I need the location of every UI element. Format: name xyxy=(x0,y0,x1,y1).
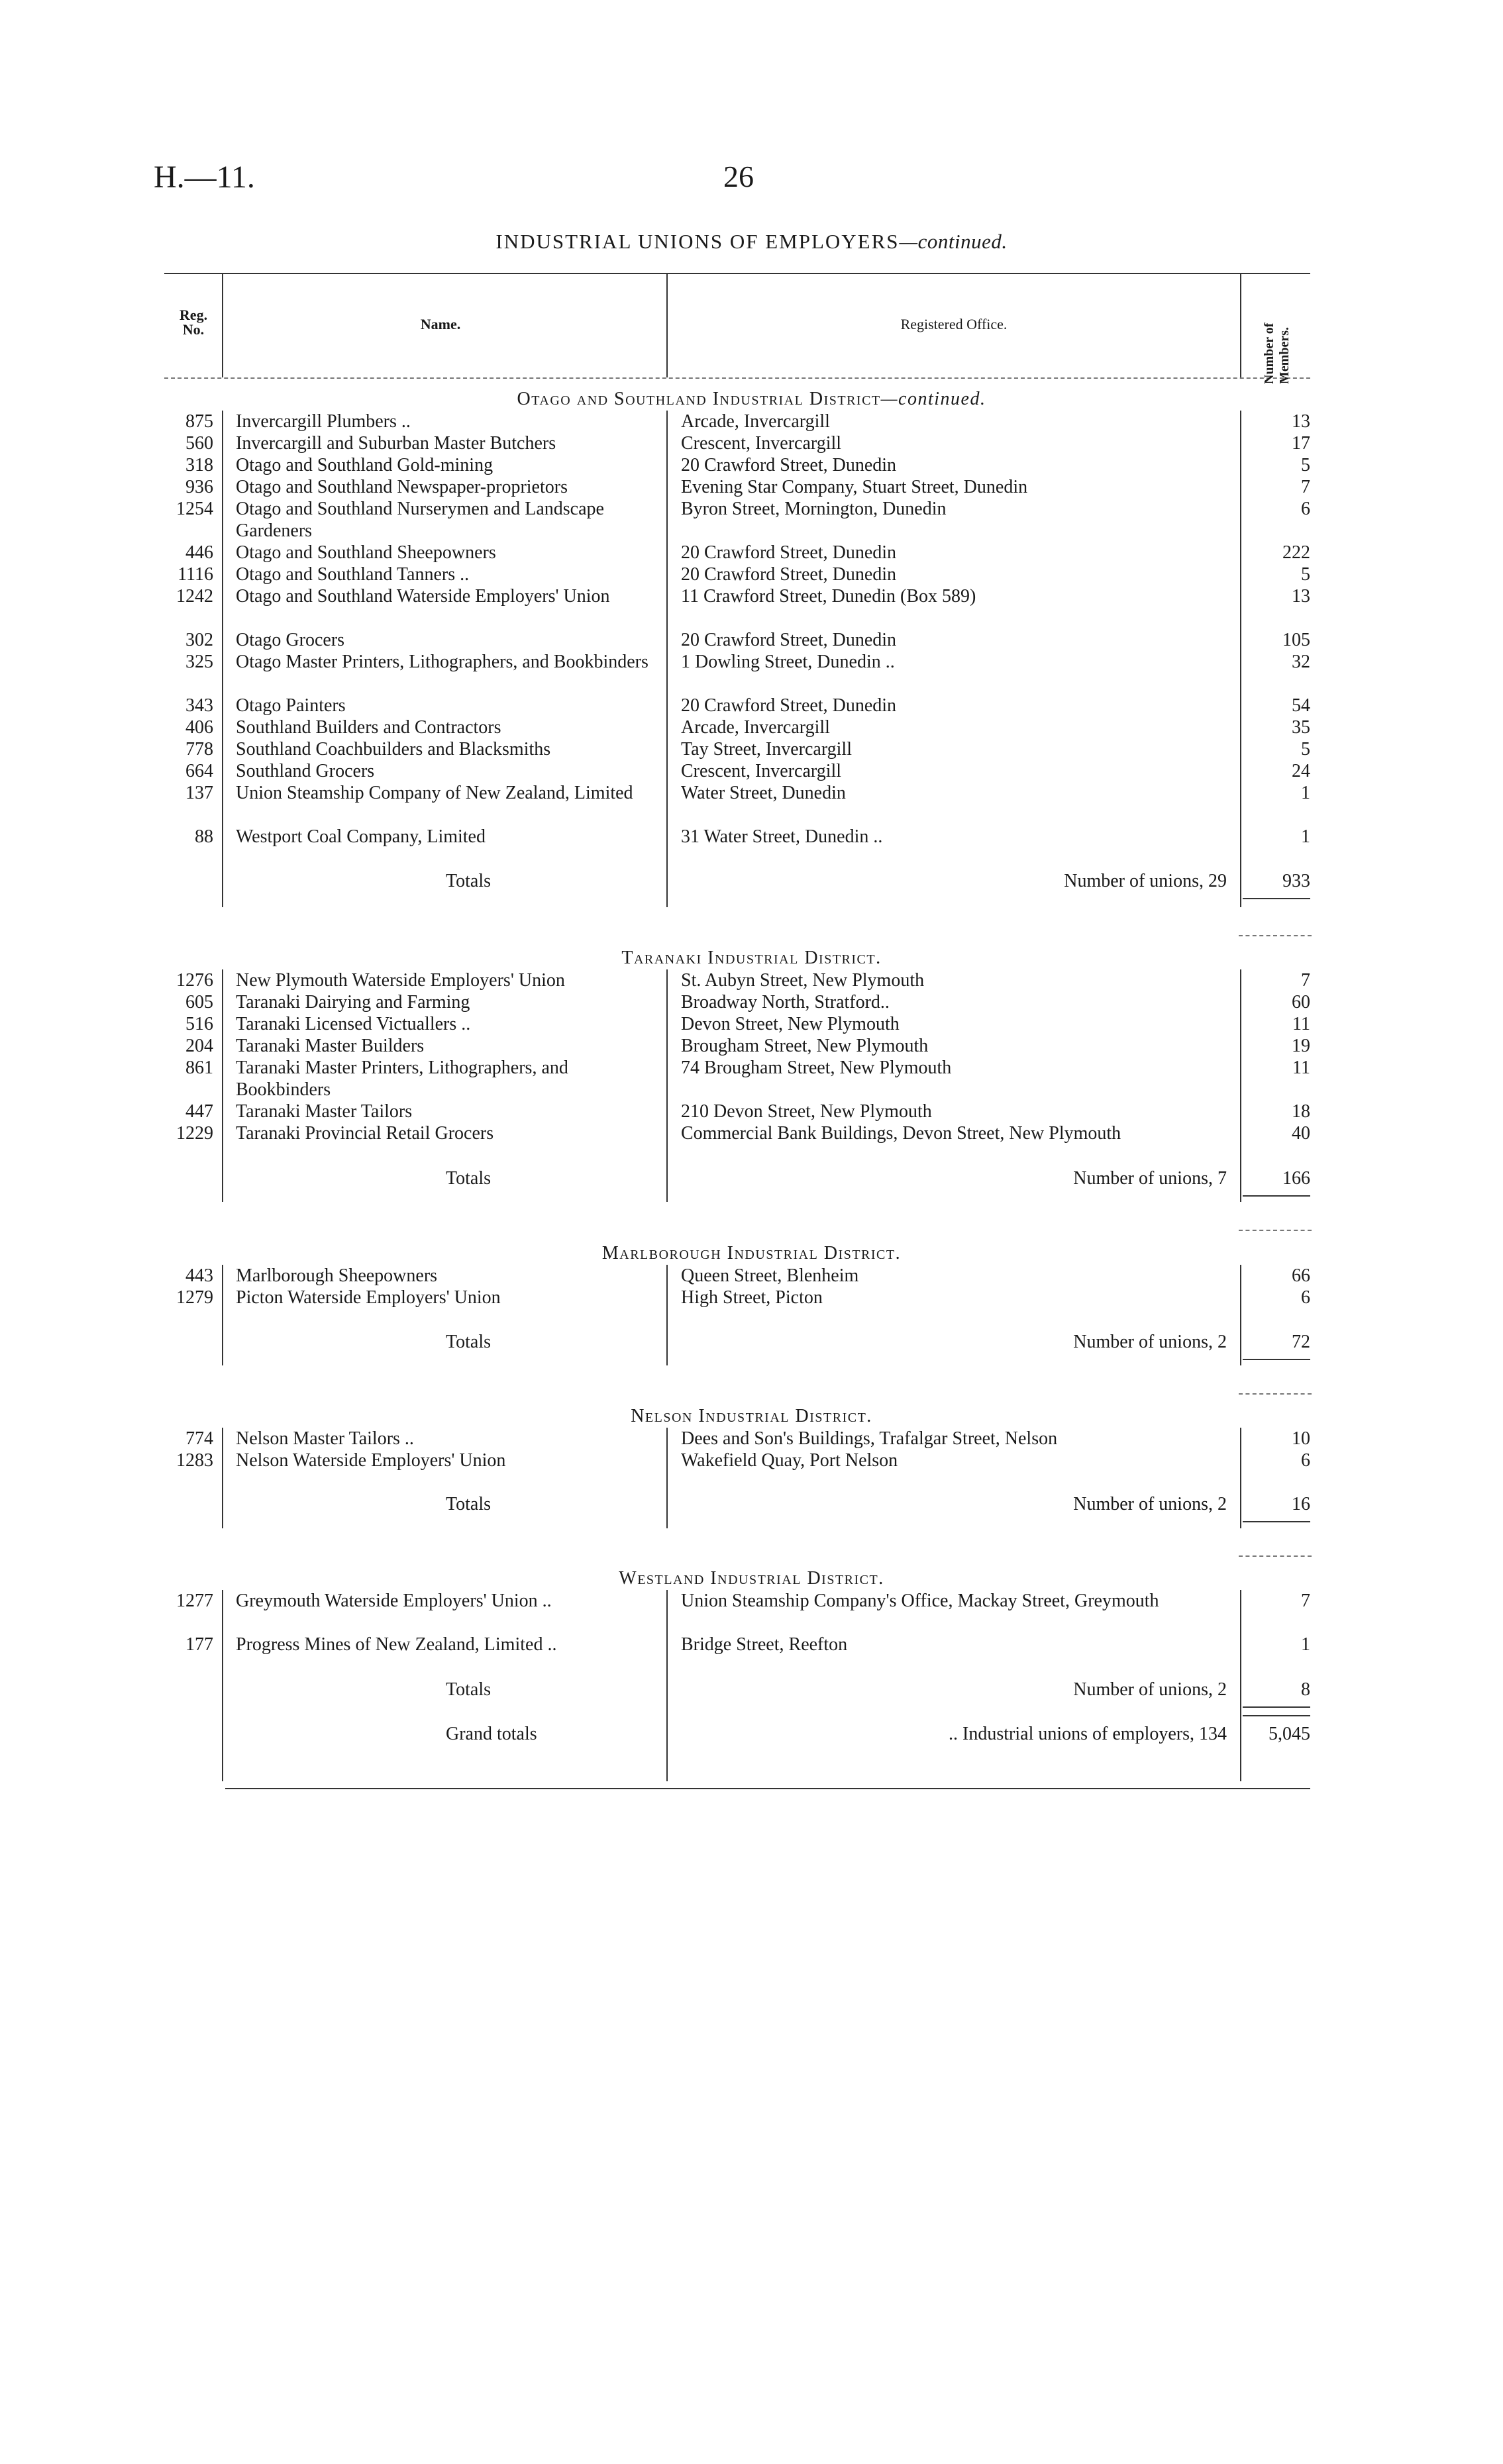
registered-office: Water Street, Dunedin xyxy=(681,783,846,803)
registered-office: High Street, Picton xyxy=(681,1287,823,1308)
reg-number: 446 xyxy=(185,542,213,563)
member-count: 105 xyxy=(1282,630,1310,650)
page-number: 26 xyxy=(723,160,754,193)
reg-number: 443 xyxy=(185,1265,213,1286)
reg-number: 1116 xyxy=(178,564,213,585)
unions-count: Number of unions, 2 xyxy=(1073,1332,1227,1352)
member-count: 5 xyxy=(1301,739,1310,760)
column-divider-1 xyxy=(222,1590,223,1781)
union-name: Otago Master Printers, Lithographers, and Bookbinders xyxy=(236,652,648,672)
column-divider-2 xyxy=(666,411,668,907)
totals-label: Totals xyxy=(446,871,492,891)
registered-office: 1 Dowling Street, Dunedin .. xyxy=(681,652,895,672)
registered-office: Bridge Street, Reefton xyxy=(681,1634,848,1655)
reg-number: 302 xyxy=(185,630,213,650)
header-bottom-rule xyxy=(164,377,1310,379)
section-divider xyxy=(1239,1230,1312,1231)
union-name: Greymouth Waterside Employers' Union .. xyxy=(236,1591,552,1611)
member-count: 6 xyxy=(1301,499,1310,519)
totals-underline xyxy=(1243,898,1310,899)
member-count: 7 xyxy=(1301,477,1310,497)
member-count: 6 xyxy=(1301,1287,1310,1308)
grand-totals-value: 5,045 xyxy=(1269,1724,1310,1744)
grand-totals-top-rule xyxy=(1243,1715,1310,1716)
registered-office: 20 Crawford Street, Dunedin xyxy=(681,455,897,475)
totals-underline xyxy=(1243,1359,1310,1360)
registered-office: Brougham Street, New Plymouth xyxy=(681,1036,929,1056)
reg-number: 1277 xyxy=(176,1591,213,1611)
column-divider-1 xyxy=(222,1265,223,1365)
member-count: 18 xyxy=(1292,1101,1310,1122)
reg-number: 664 xyxy=(185,761,213,781)
member-count: 54 xyxy=(1292,695,1310,716)
member-count: 19 xyxy=(1292,1036,1310,1056)
column-divider-1 xyxy=(222,411,223,907)
member-count: 1 xyxy=(1301,826,1310,847)
reg-number: 177 xyxy=(185,1634,213,1655)
union-name: Nelson Waterside Employers' Union xyxy=(236,1450,506,1471)
reg-number: 137 xyxy=(185,783,213,803)
section-divider xyxy=(1239,1393,1312,1395)
registered-office: 20 Crawford Street, Dunedin xyxy=(681,630,897,650)
union-name: Union Steamship Company of New Zealand, Limited xyxy=(236,783,633,803)
registered-office: Union Steamship Company's Office, Mackay Street, Greymouth xyxy=(681,1591,1159,1611)
column-divider-3 xyxy=(1240,411,1241,907)
member-count: 60 xyxy=(1292,992,1310,1012)
totals-underline xyxy=(1243,1706,1310,1708)
union-name: Taranaki Master Printers, Lithographers, and Bookbinders xyxy=(236,1058,568,1100)
table-top-rule xyxy=(164,273,1310,274)
reg-number: 861 xyxy=(185,1058,213,1078)
title-continued: —continued. xyxy=(899,230,1008,253)
grand-totals-note: .. Industrial unions of employers, 134 xyxy=(949,1724,1227,1744)
reg-number: 406 xyxy=(185,717,213,738)
reg-number: 936 xyxy=(185,477,213,497)
section-divider xyxy=(1239,935,1312,936)
reg-number: 318 xyxy=(185,455,213,475)
totals-value: 16 xyxy=(1292,1494,1310,1514)
column-header-name: Name. xyxy=(420,316,461,332)
reg-number: 774 xyxy=(185,1428,213,1449)
totals-value: 72 xyxy=(1292,1332,1310,1352)
member-count: 17 xyxy=(1292,433,1310,454)
column-divider-3 xyxy=(1240,1428,1241,1528)
member-count: 222 xyxy=(1282,542,1310,563)
member-count: 66 xyxy=(1292,1265,1310,1286)
member-count: 1 xyxy=(1301,783,1310,803)
header-divider-1 xyxy=(222,274,223,377)
unions-count: Number of unions, 29 xyxy=(1064,871,1227,891)
reg-number: 1276 xyxy=(176,970,213,991)
union-name: Otago Painters xyxy=(236,695,346,716)
member-count: 40 xyxy=(1292,1123,1310,1144)
section-heading-text: Marlborough Industrial District. xyxy=(601,1243,902,1263)
section-heading xyxy=(0,1243,1503,1264)
section-heading xyxy=(0,1568,1503,1589)
reg-number: 204 xyxy=(185,1036,213,1056)
member-count: 24 xyxy=(1292,761,1310,781)
registered-office: Arcade, Invercargill xyxy=(681,717,830,738)
column-header-reg: Reg. No. xyxy=(179,307,208,338)
union-name: Taranaki Licensed Victuallers .. xyxy=(236,1014,471,1034)
registered-office: 20 Crawford Street, Dunedin xyxy=(681,564,897,585)
totals-value: 166 xyxy=(1282,1168,1310,1189)
union-name: Taranaki Master Tailors xyxy=(236,1101,413,1122)
totals-label: Totals xyxy=(446,1679,492,1700)
column-divider-2 xyxy=(666,1265,668,1365)
union-name: Otago and Southland Gold-mining xyxy=(236,455,493,475)
union-name: Otago and Southland Nurserymen and Landscape Gardeners xyxy=(236,499,604,541)
member-count: 13 xyxy=(1292,411,1310,432)
registered-office: 74 Brougham Street, New Plymouth xyxy=(681,1058,952,1078)
registered-office: Byron Street, Mornington, Dunedin xyxy=(681,499,947,519)
member-count: 5 xyxy=(1301,455,1310,475)
reg-number: 1229 xyxy=(176,1123,213,1144)
section-heading-text: Taranaki Industrial District. xyxy=(621,948,882,968)
union-name: New Plymouth Waterside Employers' Union xyxy=(236,970,565,991)
union-name: Taranaki Master Builders xyxy=(236,1036,425,1056)
reg-number: 560 xyxy=(185,433,213,454)
reg-number: 1242 xyxy=(176,586,213,607)
registered-office: Broadway North, Stratford.. xyxy=(681,992,890,1012)
reg-number: 605 xyxy=(185,992,213,1012)
column-divider-2 xyxy=(666,1590,668,1781)
union-name: Marlborough Sheepowners xyxy=(236,1265,438,1286)
section-divider xyxy=(1239,1555,1312,1557)
registered-office: Commercial Bank Buildings, Devon Street, New Plymouth xyxy=(681,1123,1121,1144)
unions-count: Number of unions, 7 xyxy=(1073,1168,1227,1189)
member-count: 7 xyxy=(1301,1591,1310,1611)
section-heading-text: Westland Industrial District. xyxy=(619,1568,884,1589)
registered-office: Tay Street, Invercargill xyxy=(681,739,852,760)
union-name: Otago and Southland Tanners .. xyxy=(236,564,470,585)
member-count: 13 xyxy=(1292,586,1310,607)
member-count: 11 xyxy=(1292,1014,1310,1034)
member-count: 32 xyxy=(1292,652,1310,672)
totals-label: Totals xyxy=(446,1494,492,1514)
union-name: Taranaki Provincial Retail Grocers xyxy=(236,1123,494,1144)
registered-office: 210 Devon Street, New Plymouth xyxy=(681,1101,932,1122)
section-heading xyxy=(0,1406,1503,1427)
member-count: 11 xyxy=(1292,1058,1310,1078)
section-heading-text: Nelson Industrial District. xyxy=(631,1406,872,1426)
registered-office: Crescent, Invercargill xyxy=(681,761,842,781)
column-header-office: Registered Office. xyxy=(900,316,1008,332)
totals-label: Totals xyxy=(446,1168,492,1189)
union-name: Progress Mines of New Zealand, Limited .. xyxy=(236,1634,557,1655)
registered-office: 20 Crawford Street, Dunedin xyxy=(681,695,897,716)
header-divider-3 xyxy=(1240,274,1241,377)
section-heading xyxy=(0,948,1503,969)
title-text: INDUSTRIAL UNIONS OF EMPLOYERS xyxy=(495,230,900,253)
reg-number: 88 xyxy=(195,826,213,847)
union-name: Invercargill and Suburban Master Butchers xyxy=(236,433,556,454)
column-header-members: Number of Members. xyxy=(1262,322,1292,384)
registered-office: Arcade, Invercargill xyxy=(681,411,830,432)
column-divider-3 xyxy=(1240,1265,1241,1365)
union-name: Taranaki Dairying and Farming xyxy=(236,992,470,1012)
union-name: Southland Builders and Contractors xyxy=(236,717,501,738)
union-name: Otago and Southland Newspaper-proprietors xyxy=(236,477,568,497)
union-name: Invercargill Plumbers .. xyxy=(236,411,411,432)
reg-number: 875 xyxy=(185,411,213,432)
reg-number: 516 xyxy=(185,1014,213,1034)
reg-number: 325 xyxy=(185,652,213,672)
registered-office: Evening Star Company, Stuart Street, Dunedin xyxy=(681,477,1028,497)
column-divider-1 xyxy=(222,969,223,1202)
totals-underline xyxy=(1243,1195,1310,1197)
section-heading-continued: —continued. xyxy=(880,389,986,409)
union-name: Otago and Southland Sheepowners xyxy=(236,542,496,563)
table-bottom-rule xyxy=(225,1788,1310,1789)
union-name: Otago Grocers xyxy=(236,630,345,650)
registered-office: 20 Crawford Street, Dunedin xyxy=(681,542,897,563)
registered-office: Dees and Son's Buildings, Trafalgar Street, Nelson xyxy=(681,1428,1058,1449)
member-count: 5 xyxy=(1301,564,1310,585)
union-name: Southland Grocers xyxy=(236,761,375,781)
member-count: 1 xyxy=(1301,1634,1310,1655)
unions-count: Number of unions, 2 xyxy=(1073,1494,1227,1514)
column-divider-2 xyxy=(666,1428,668,1528)
registered-office: Devon Street, New Plymouth xyxy=(681,1014,900,1034)
reg-number: 343 xyxy=(185,695,213,716)
unions-count: Number of unions, 2 xyxy=(1073,1679,1227,1700)
registered-office: Wakefield Quay, Port Nelson xyxy=(681,1450,898,1471)
column-divider-3 xyxy=(1240,969,1241,1202)
totals-label: Totals xyxy=(446,1332,492,1352)
reg-number: 1254 xyxy=(176,499,213,519)
registered-office: Crescent, Invercargill xyxy=(681,433,842,454)
section-heading-text: Otago and Southland Industrial District xyxy=(517,389,881,409)
column-divider-1 xyxy=(222,1428,223,1528)
member-count: 6 xyxy=(1301,1450,1310,1471)
registered-office: 11 Crawford Street, Dunedin (Box 589) xyxy=(681,586,976,607)
page-title xyxy=(0,230,1503,254)
member-count: 7 xyxy=(1301,970,1310,991)
union-name: Otago and Southland Waterside Employers' Union xyxy=(236,586,610,607)
union-name: Picton Waterside Employers' Union xyxy=(236,1287,501,1308)
registered-office: 31 Water Street, Dunedin .. xyxy=(681,826,883,847)
union-name: Nelson Master Tailors .. xyxy=(236,1428,414,1449)
totals-underline xyxy=(1243,1521,1310,1522)
reg-number: 1279 xyxy=(176,1287,213,1308)
document-reference: H.—11. xyxy=(154,160,255,195)
registered-office: Queen Street, Blenheim xyxy=(681,1265,859,1286)
totals-value: 8 xyxy=(1301,1679,1310,1700)
column-divider-2 xyxy=(666,969,668,1202)
section-heading xyxy=(0,389,1503,410)
registered-office: St. Aubyn Street, New Plymouth xyxy=(681,970,925,991)
grand-totals-label: Grand totals xyxy=(446,1724,537,1744)
union-name: Westport Coal Company, Limited xyxy=(236,826,486,847)
union-name: Southland Coachbuilders and Blacksmiths xyxy=(236,739,551,760)
reg-number: 1283 xyxy=(176,1450,213,1471)
reg-number: 778 xyxy=(185,739,213,760)
member-count: 35 xyxy=(1292,717,1310,738)
totals-value: 933 xyxy=(1282,871,1310,891)
header-divider-2 xyxy=(666,274,668,377)
member-count: 10 xyxy=(1292,1428,1310,1449)
reg-number: 447 xyxy=(185,1101,213,1122)
column-divider-3 xyxy=(1240,1590,1241,1781)
